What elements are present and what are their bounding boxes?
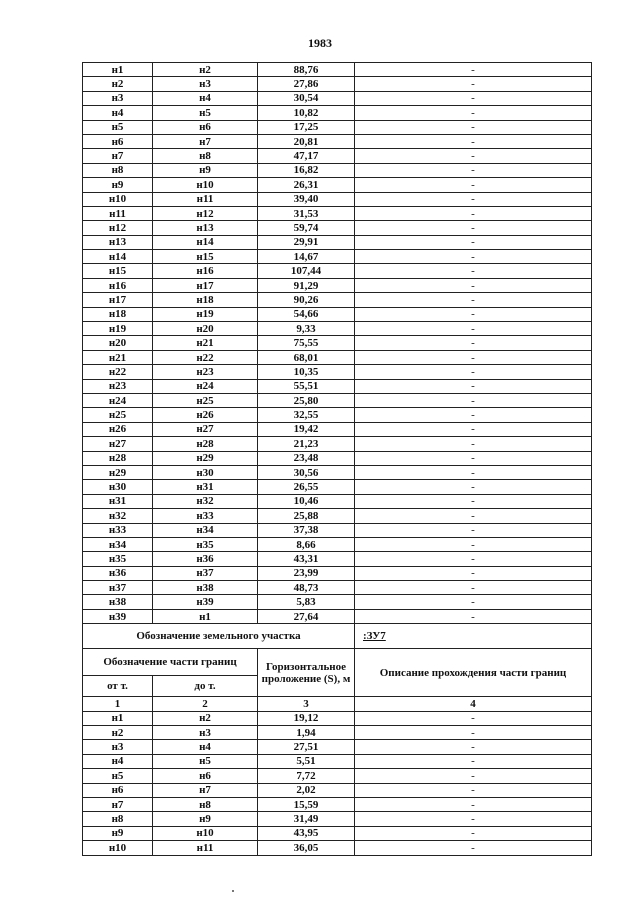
table-row [83,278,592,292]
from-point: н16 [83,278,153,292]
horizontal-distance: 20,81 [258,134,355,148]
description: - [355,77,592,91]
horizontal-distance: 75,55 [258,336,355,350]
to-point: н3 [153,726,258,740]
table-row [83,393,592,407]
description: - [355,235,592,249]
to-label: до т. [153,676,258,697]
from-point: н32 [83,509,153,523]
description: - [355,783,592,797]
horizontal-distance: 39,40 [258,192,355,206]
table-row [83,365,592,379]
to-point: н3 [153,77,258,91]
horizontal-distance: 54,66 [258,307,355,321]
boundary-table-lower [83,711,592,855]
description: - [355,465,592,479]
table-row [83,509,592,523]
table-row [83,77,592,91]
col-number: 1 [83,697,153,711]
table-row [83,480,592,494]
to-point: н30 [153,465,258,479]
from-point: н26 [83,422,153,436]
to-point: н10 [153,178,258,192]
scan-dot [232,890,234,892]
horizontal-distance: 47,17 [258,149,355,163]
to-point: н8 [153,149,258,163]
to-point: н11 [153,192,258,206]
to-point: н9 [153,812,258,826]
from-point: н37 [83,581,153,595]
from-point: н20 [83,336,153,350]
description: - [355,480,592,494]
from-point: н6 [83,783,153,797]
from-point: н31 [83,494,153,508]
from-label: от т. [83,676,153,697]
table-row [83,783,592,797]
description: - [355,581,592,595]
to-point: н38 [153,581,258,595]
to-point: н18 [153,293,258,307]
description: - [355,509,592,523]
description: - [355,826,592,840]
table-row [83,350,592,364]
from-point: н1 [83,711,153,725]
horizontal-distance: 36,05 [258,841,355,855]
description: - [355,221,592,235]
from-point: н5 [83,120,153,134]
from-point: н2 [83,77,153,91]
from-point: н9 [83,178,153,192]
to-point: н27 [153,422,258,436]
horizontal-distance: 88,76 [258,63,355,77]
to-point: н8 [153,797,258,811]
description: - [355,163,592,177]
table-row [83,149,592,163]
to-point: н32 [153,494,258,508]
from-point: н23 [83,379,153,393]
description: - [355,769,592,783]
description: - [355,812,592,826]
description: - [355,120,592,134]
description: - [355,494,592,508]
table-row [83,841,592,855]
from-point: н7 [83,149,153,163]
horizontal-distance: 5,51 [258,754,355,768]
table-row [83,826,592,840]
horizontal-distance: 31,53 [258,206,355,220]
table-row [83,494,592,508]
from-point: н29 [83,465,153,479]
description: - [355,336,592,350]
to-point: н31 [153,480,258,494]
description: - [355,206,592,220]
table-row [83,537,592,551]
from-point: н39 [83,609,153,623]
table-row [83,422,592,436]
table-row [83,769,592,783]
table-row [83,178,592,192]
to-point: н20 [153,322,258,336]
to-point: н12 [153,206,258,220]
from-point: н11 [83,206,153,220]
horizontal-distance: 7,72 [258,769,355,783]
col-number: 3 [258,697,355,711]
horizontal-distance: 30,56 [258,465,355,479]
description-label: Описание прохождения части границ [355,649,592,697]
horizontal-distance: 90,26 [258,293,355,307]
horizontal-distance: 10,46 [258,494,355,508]
horizontal-label: Горизонтальное проложение (S), м [258,649,355,697]
horizontal-distance: 27,86 [258,77,355,91]
table-row [83,250,592,264]
from-point: н22 [83,365,153,379]
description: - [355,797,592,811]
description: - [355,740,592,754]
description: - [355,365,592,379]
horizontal-distance: 25,80 [258,393,355,407]
horizontal-distance: 27,64 [258,609,355,623]
horizontal-distance: 59,74 [258,221,355,235]
table-row [83,797,592,811]
table-row [83,307,592,321]
description: - [355,149,592,163]
to-point: н25 [153,393,258,407]
horizontal-distance: 9,33 [258,322,355,336]
horizontal-distance: 16,82 [258,163,355,177]
table-row [83,812,592,826]
table-row [83,336,592,350]
horizontal-distance: 107,44 [258,264,355,278]
description: - [355,841,592,855]
horizontal-distance: 31,49 [258,812,355,826]
description: - [355,537,592,551]
description: - [355,379,592,393]
description: - [355,91,592,105]
description: - [355,523,592,537]
table-row [83,91,592,105]
to-point: н29 [153,451,258,465]
from-point: н27 [83,437,153,451]
table-row [83,609,592,623]
from-point: н8 [83,812,153,826]
to-point: н14 [153,235,258,249]
description: - [355,726,592,740]
to-point: н6 [153,120,258,134]
boundary-table [82,62,592,856]
from-point: н8 [83,163,153,177]
table-row [83,552,592,566]
horizontal-distance: 14,67 [258,250,355,264]
table-row [83,120,592,134]
description: - [355,350,592,364]
table-row [83,206,592,220]
horizontal-distance: 55,51 [258,379,355,393]
to-point: н23 [153,365,258,379]
table-row [83,163,592,177]
horizontal-distance: 21,23 [258,437,355,451]
section-header [83,624,592,711]
from-point: н35 [83,552,153,566]
to-point: н22 [153,350,258,364]
to-point: н33 [153,509,258,523]
horizontal-distance: 26,55 [258,480,355,494]
description: - [355,437,592,451]
from-point: н5 [83,769,153,783]
from-point: н21 [83,350,153,364]
col-number: 4 [355,697,592,711]
description: - [355,609,592,623]
from-point: н1 [83,63,153,77]
horizontal-distance: 10,35 [258,365,355,379]
from-point: н15 [83,264,153,278]
table-row [83,322,592,336]
to-point: н7 [153,134,258,148]
table-row [83,264,592,278]
from-point: н38 [83,595,153,609]
description: - [355,250,592,264]
description: - [355,595,592,609]
horizontal-distance: 68,01 [258,350,355,364]
horizontal-distance: 29,91 [258,235,355,249]
from-point: н3 [83,740,153,754]
from-point: н4 [83,106,153,120]
boundary-table-upper [83,63,592,624]
to-point: н21 [153,336,258,350]
from-point: н33 [83,523,153,537]
to-point: н11 [153,841,258,855]
table-row [83,566,592,580]
to-point: н4 [153,740,258,754]
horizontal-distance: 23,48 [258,451,355,465]
to-point: н26 [153,408,258,422]
table-row [83,581,592,595]
from-point: н10 [83,192,153,206]
description: - [355,711,592,725]
horizontal-distance: 23,99 [258,566,355,580]
part-label: Обозначение части границ [83,649,258,676]
to-point: н28 [153,437,258,451]
horizontal-distance: 37,38 [258,523,355,537]
horizontal-distance: 48,73 [258,581,355,595]
parcel-id: :ЗУ7 [355,624,592,649]
table-row [83,134,592,148]
to-point: н37 [153,566,258,580]
table-row [83,408,592,422]
to-point: н1 [153,609,258,623]
description: - [355,293,592,307]
table-row [83,726,592,740]
horizontal-distance: 27,51 [258,740,355,754]
to-point: н17 [153,278,258,292]
description: - [355,278,592,292]
description: - [355,393,592,407]
description: - [355,566,592,580]
from-point: н17 [83,293,153,307]
description: - [355,63,592,77]
to-point: н5 [153,106,258,120]
horizontal-distance: 43,95 [258,826,355,840]
from-point: н4 [83,754,153,768]
description: - [355,422,592,436]
from-point: н14 [83,250,153,264]
table-row [83,293,592,307]
horizontal-distance: 5,83 [258,595,355,609]
table-row [83,221,592,235]
table-row [83,192,592,206]
from-point: н36 [83,566,153,580]
horizontal-distance: 10,82 [258,106,355,120]
to-point: н2 [153,711,258,725]
table-row [83,740,592,754]
table-row [83,754,592,768]
to-point: н24 [153,379,258,393]
horizontal-distance: 30,54 [258,91,355,105]
description: - [355,264,592,278]
horizontal-distance: 19,42 [258,422,355,436]
description: - [355,451,592,465]
table-row [83,235,592,249]
from-point: н24 [83,393,153,407]
description: - [355,322,592,336]
to-point: н13 [153,221,258,235]
description: - [355,552,592,566]
description: - [355,106,592,120]
from-point: н6 [83,134,153,148]
horizontal-distance: 1,94 [258,726,355,740]
description: - [355,134,592,148]
from-point: н7 [83,797,153,811]
table-row [83,451,592,465]
table-row [83,437,592,451]
to-point: н5 [153,754,258,768]
from-point: н9 [83,826,153,840]
to-point: н6 [153,769,258,783]
to-point: н19 [153,307,258,321]
to-point: н16 [153,264,258,278]
to-point: н7 [153,783,258,797]
to-point: н36 [153,552,258,566]
from-point: н34 [83,537,153,551]
horizontal-distance: 91,29 [258,278,355,292]
horizontal-distance: 32,55 [258,408,355,422]
from-point: н2 [83,726,153,740]
horizontal-distance: 43,31 [258,552,355,566]
from-point: н3 [83,91,153,105]
description: - [355,408,592,422]
from-point: н13 [83,235,153,249]
horizontal-distance: 25,88 [258,509,355,523]
to-point: н2 [153,63,258,77]
description: - [355,754,592,768]
from-point: н12 [83,221,153,235]
description: - [355,307,592,321]
parcel-label: Обозначение земельного участка [83,624,355,649]
to-point: н39 [153,595,258,609]
from-point: н28 [83,451,153,465]
to-point: н35 [153,537,258,551]
horizontal-distance: 17,25 [258,120,355,134]
from-point: н10 [83,841,153,855]
to-point: н10 [153,826,258,840]
description: - [355,192,592,206]
horizontal-distance: 19,12 [258,711,355,725]
to-point: н4 [153,91,258,105]
page-number: 1983 [308,36,332,50]
horizontal-distance: 2,02 [258,783,355,797]
description: - [355,178,592,192]
table-row [83,379,592,393]
from-point: н18 [83,307,153,321]
horizontal-distance: 8,66 [258,537,355,551]
table-row [83,595,592,609]
to-point: н9 [153,163,258,177]
table-row [83,523,592,537]
table-row [83,63,592,77]
from-point: н30 [83,480,153,494]
col-number: 2 [153,697,258,711]
table-row [83,465,592,479]
from-point: н19 [83,322,153,336]
table-row [83,106,592,120]
to-point: н34 [153,523,258,537]
horizontal-distance: 26,31 [258,178,355,192]
horizontal-distance: 15,59 [258,797,355,811]
table-row [83,711,592,725]
to-point: н15 [153,250,258,264]
from-point: н25 [83,408,153,422]
